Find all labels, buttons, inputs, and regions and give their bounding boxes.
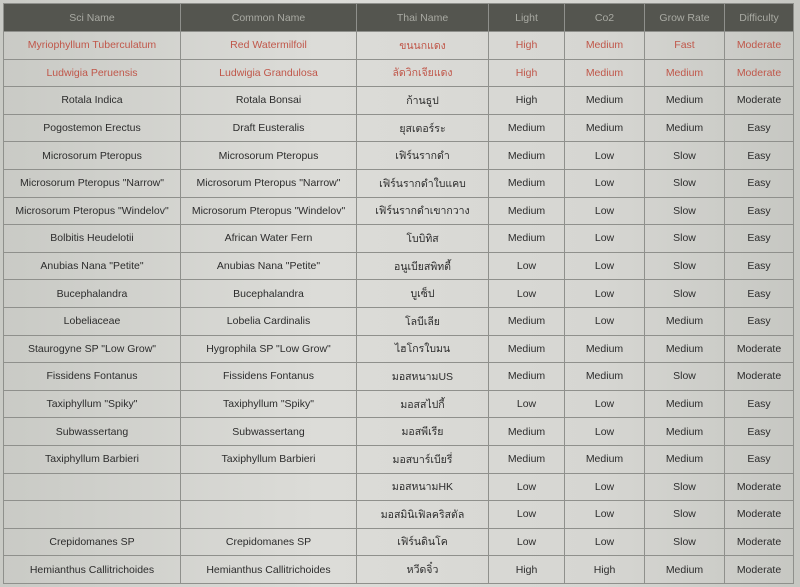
table-row [4,445,794,473]
co2-cell: Low [565,280,645,308]
sci-name-cell: Microsorum Pteropus "Narrow" [4,169,181,197]
difficulty-cell: Easy [725,197,794,225]
light-cell: Low [489,280,565,308]
co2-cell: Low [565,307,645,335]
table-row [4,418,794,446]
common-name-cell: Lobelia Cardinalis [181,307,357,335]
co2-cell: Medium [565,59,645,87]
sci-name-cell: Taxiphyllum Barbieri [4,445,181,473]
sci-name-cell: Rotala Indica [4,87,181,115]
thai-name-cell: มอสหนามHK [357,473,489,501]
common-name-cell: Hemianthus Callitrichoides [181,556,357,584]
sci-name-cell: Lobeliaceae [4,307,181,335]
co2-cell: Low [565,225,645,253]
difficulty-cell: Easy [725,280,794,308]
sci-name-cell: Bolbitis Heudelotii [4,225,181,253]
grow-rate-cell: Slow [645,197,725,225]
grow-rate-cell: Medium [645,87,725,115]
thai-name-cell: อนูเบียสพิทตี้ [357,252,489,280]
co2-cell: Low [565,142,645,170]
light-cell: Medium [489,307,565,335]
common-name-cell: African Water Fern [181,225,357,253]
thai-name-cell: ยุสเตอร์ระ [357,114,489,142]
table-row [4,142,794,170]
header-light: Light [489,4,565,32]
difficulty-cell: Moderate [725,528,794,556]
sci-name-cell: Microsorum Pteropus "Windelov" [4,197,181,225]
table-row [4,363,794,391]
thai-name-cell: มอสมินิเฟิลคริสตัล [357,501,489,529]
header-row [4,4,794,32]
difficulty-cell: Moderate [725,363,794,391]
sci-name-cell: Anubias Nana "Petite" [4,252,181,280]
table-row [4,114,794,142]
light-cell: High [489,87,565,115]
common-name-cell: Ludwigia Grandulosa [181,59,357,87]
difficulty-cell: Moderate [725,473,794,501]
thai-name-cell: ก้านธูป [357,87,489,115]
table-row [4,390,794,418]
common-name-cell: Taxiphyllum "Spiky" [181,390,357,418]
thai-name-cell: โบบิทิส [357,225,489,253]
table-row [4,32,794,60]
light-cell: Low [489,501,565,529]
thai-name-cell: เฟิร์นรากดำ [357,142,489,170]
co2-cell: Low [565,418,645,446]
table-row [4,473,794,501]
thai-name-cell: มอสสไปกี้ [357,390,489,418]
light-cell: Low [489,390,565,418]
common-name-cell: Rotala Bonsai [181,87,357,115]
thai-name-cell: เฟิร์นดินโค [357,528,489,556]
common-name-cell: Fissidens Fontanus [181,363,357,391]
header-difficulty: Difficulty [725,4,794,32]
co2-cell: High [565,556,645,584]
sci-name-cell: Crepidomanes SP [4,528,181,556]
table-row [4,59,794,87]
co2-cell: Medium [565,32,645,60]
difficulty-cell: Moderate [725,59,794,87]
co2-cell: Medium [565,363,645,391]
common-name-cell: Hygrophila SP "Low Grow" [181,335,357,363]
thai-name-cell: เฟิร์นรากดำเขากวาง [357,197,489,225]
light-cell: Medium [489,142,565,170]
thai-name-cell: เฟิร์นรากดำใบแคบ [357,169,489,197]
difficulty-cell: Easy [725,307,794,335]
thai-name-cell: มอสหนามUS [357,363,489,391]
grow-rate-cell: Slow [645,142,725,170]
co2-cell: Low [565,528,645,556]
grow-rate-cell: Slow [645,280,725,308]
header-common-name: Common Name [181,4,357,32]
sci-name-cell: Staurogyne SP "Low Grow" [4,335,181,363]
thai-name-cell: มอสพีเรีย [357,418,489,446]
sci-name-cell: Subwassertang [4,418,181,446]
light-cell: Medium [489,169,565,197]
difficulty-cell: Moderate [725,556,794,584]
header-sci-name: Sci Name [4,4,181,32]
common-name-cell: Draft Eusteralis [181,114,357,142]
difficulty-cell: Easy [725,169,794,197]
header-thai-name: Thai Name [357,4,489,32]
light-cell: Medium [489,114,565,142]
co2-cell: Medium [565,114,645,142]
grow-rate-cell: Medium [645,418,725,446]
light-cell: Low [489,252,565,280]
light-cell: Medium [489,197,565,225]
grow-rate-cell: Slow [645,528,725,556]
thai-name-cell: โลบีเลีย [357,307,489,335]
table-row [4,335,794,363]
table-row [4,280,794,308]
difficulty-cell: Easy [725,445,794,473]
sci-name-cell: Microsorum Pteropus [4,142,181,170]
co2-cell: Low [565,169,645,197]
thai-name-cell: ลัดวิกเจียแดง [357,59,489,87]
co2-cell: Medium [565,335,645,363]
table-row [4,169,794,197]
light-cell: Low [489,473,565,501]
grow-rate-cell: Medium [645,445,725,473]
light-cell: Medium [489,445,565,473]
table-row [4,87,794,115]
light-cell: Medium [489,225,565,253]
thai-name-cell: มอสบาร์เบียรี่ [357,445,489,473]
common-name-cell: Red Watermilfoil [181,32,357,60]
grow-rate-cell: Slow [645,501,725,529]
light-cell: Low [489,528,565,556]
grow-rate-cell: Medium [645,335,725,363]
grow-rate-cell: Medium [645,390,725,418]
light-cell: Medium [489,335,565,363]
difficulty-cell: Easy [725,418,794,446]
plant-table [3,3,794,584]
grow-rate-cell: Medium [645,307,725,335]
grow-rate-cell: Medium [645,59,725,87]
co2-cell: Medium [565,445,645,473]
sci-name-cell [4,473,181,501]
light-cell: Medium [489,418,565,446]
common-name-cell [181,473,357,501]
sci-name-cell: Ludwigia Peruensis [4,59,181,87]
grow-rate-cell: Medium [645,114,725,142]
thai-name-cell: บูเซ็ป [357,280,489,308]
grow-rate-cell: Fast [645,32,725,60]
sci-name-cell: Fissidens Fontanus [4,363,181,391]
co2-cell: Low [565,473,645,501]
difficulty-cell: Easy [725,225,794,253]
common-name-cell: Anubias Nana "Petite" [181,252,357,280]
co2-cell: Low [565,501,645,529]
table-row [4,501,794,529]
sci-name-cell: Hemianthus Callitrichoides [4,556,181,584]
common-name-cell: Bucephalandra [181,280,357,308]
common-name-cell [181,501,357,529]
table-row [4,528,794,556]
common-name-cell: Subwassertang [181,418,357,446]
co2-cell: Low [565,197,645,225]
thai-name-cell: ไฮโกรใบมน [357,335,489,363]
sci-name-cell [4,501,181,529]
grow-rate-cell: Medium [645,556,725,584]
header-co2: Co2 [565,4,645,32]
light-cell: High [489,556,565,584]
difficulty-cell: Moderate [725,87,794,115]
sci-name-cell: Taxiphyllum "Spiky" [4,390,181,418]
common-name-cell: Microsorum Pteropus "Narrow" [181,169,357,197]
table-row [4,556,794,584]
grow-rate-cell: Slow [645,225,725,253]
difficulty-cell: Easy [725,114,794,142]
table-row [4,197,794,225]
difficulty-cell: Moderate [725,501,794,529]
table-row [4,252,794,280]
common-name-cell: Crepidomanes SP [181,528,357,556]
difficulty-cell: Moderate [725,335,794,363]
sci-name-cell: Bucephalandra [4,280,181,308]
co2-cell: Low [565,390,645,418]
thai-name-cell: หวีดจิ๋ว [357,556,489,584]
grow-rate-cell: Slow [645,363,725,391]
difficulty-cell: Easy [725,390,794,418]
co2-cell: Low [565,252,645,280]
sci-name-cell: Myriophyllum Tuberculatum [4,32,181,60]
grow-rate-cell: Slow [645,169,725,197]
thai-name-cell: ขนนกแดง [357,32,489,60]
light-cell: Medium [489,363,565,391]
light-cell: High [489,59,565,87]
common-name-cell: Taxiphyllum Barbieri [181,445,357,473]
common-name-cell: Microsorum Pteropus [181,142,357,170]
header-grow-rate: Grow Rate [645,4,725,32]
grow-rate-cell: Slow [645,252,725,280]
table-row [4,307,794,335]
table-row [4,225,794,253]
grow-rate-cell: Slow [645,473,725,501]
difficulty-cell: Easy [725,142,794,170]
sci-name-cell: Pogostemon Erectus [4,114,181,142]
difficulty-cell: Easy [725,252,794,280]
difficulty-cell: Moderate [725,32,794,60]
common-name-cell: Microsorum Pteropus "Windelov" [181,197,357,225]
light-cell: High [489,32,565,60]
co2-cell: Medium [565,87,645,115]
